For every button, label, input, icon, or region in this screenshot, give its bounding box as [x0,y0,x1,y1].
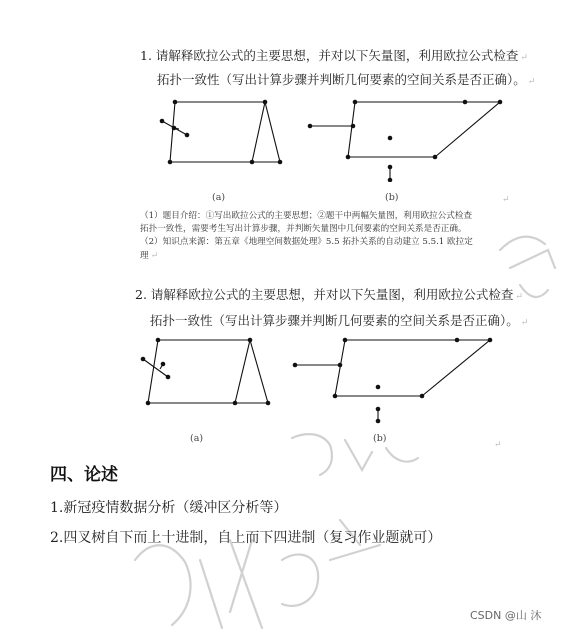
paragraph-mark: ↵ [150,251,159,261]
q1-line2: 拓扑一致性（写出计算步骤并判断几何要素的空间关系是否正确）。 ↵ [157,72,536,87]
q2-caption-a: (a) [190,433,204,444]
q1-caption-a: (a) [212,192,226,203]
note-line2: 拓扑一致性，需要考生写出计算步骤，并判断矢量图中几何要素的空间关系是否正确。 [140,224,467,234]
note-line1: （1）题目介绍：①写出欧拉公式的主要思想；②题干中两幅矢量图，利用欧拉公式检查 [140,211,473,221]
q2-caption-b: (b) [373,433,387,444]
q1-line1: 1. 请解释欧拉公式的主要思想，并对以下矢量图，利用欧拉公式检查 ↵ [140,48,528,63]
credit-label: CSDN @山 沐 [470,609,542,622]
q1-figure-b [305,92,505,182]
section-heading: 四、论述 [50,465,118,485]
note-line3: （2）知识点来源：第五章《地理空间数据处理》5.5 拓扑关系的自动建立 5.5.1 欧拉定 [140,237,473,247]
paragraph-mark: ↵ [520,318,529,328]
paragraph-mark: ↵ [515,292,523,302]
q2-figure-b [290,334,500,424]
q2-line2: 拓扑一致性（写出计算步骤并判断几何要素的空间关系是否正确）。 ↵ [150,313,529,328]
paragraph-mark: ↵ [520,53,528,63]
paragraph-mark: ↵ [527,77,536,87]
section-item-2: 2.四叉树自下而上十进制，自上而下四进制（复习作业题就可） [50,530,442,546]
q2-figure-a [138,332,278,417]
q1-figure-a [150,92,310,182]
section-item-1: 1.新冠疫情数据分析（缓冲区分析等） [50,500,288,516]
paragraph-mark: ↵ [494,440,502,450]
paragraph-mark: ↵ [502,195,510,205]
q2-line1: 2. 请解释欧拉公式的主要思想，并对以下矢量图，利用欧拉公式检查 ↵ [135,287,523,302]
q1-caption-b: (b) [385,192,399,203]
note-line4: 理 ↵ [140,251,159,261]
